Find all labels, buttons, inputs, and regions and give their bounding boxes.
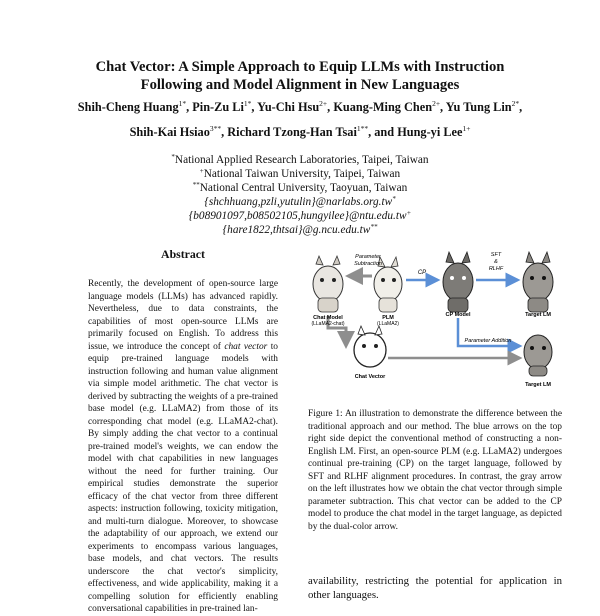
email-mark: + xyxy=(406,209,412,217)
target-lm-llama-icon-bottom xyxy=(524,335,552,376)
label-parameter-addition: Parameter Addition xyxy=(464,338,512,344)
label-chat-model-sub: (LLaMA2-chat) xyxy=(311,321,345,327)
label-target-lm-bottom: Target LM xyxy=(525,382,551,388)
affil-text: National Applied Research Laboratories, Taipei, Taiwan xyxy=(174,154,429,166)
author-mark: 1* xyxy=(243,99,252,108)
authors-line-1: Shih-Cheng Huang$^{1*}$, Pin-Zu $Li^{1*}$, Yu-Chi Hsu$^{2+}$, Kuang-Ming Chen$^{2+}$, Yu Tung Lin$^{2*}$, xyxy=(77,99,523,114)
label-sft: SFT xyxy=(490,252,502,258)
author: Hung-yi Lee xyxy=(397,125,463,139)
label-cp-model: CP Model xyxy=(445,312,471,318)
author: Shih-Cheng Huang xyxy=(77,100,179,114)
author: Shih-Kai Hsiao xyxy=(129,125,210,139)
email[interactable]: {shchhuang,pzli,yutulin}@narlabs.org.tw xyxy=(204,196,393,208)
email[interactable]: {b08901097,b08502105,hungyilee}@ntu.edu.tw xyxy=(188,210,407,222)
label-and: & xyxy=(494,259,498,265)
author: Pin-Zu Li xyxy=(192,100,244,114)
chat-model-llama-icon xyxy=(313,256,343,312)
label-target-lm-top: Target LM xyxy=(525,312,551,318)
chat-vector-icon xyxy=(354,326,386,367)
label-plm: PLM xyxy=(382,315,394,321)
author: Richard Tzong-Han Tsai xyxy=(227,125,357,139)
label-chat-model: Chat Model xyxy=(313,315,343,321)
title-line-2: Following and Model Alignment in New Languages xyxy=(140,77,460,93)
author-mark: 2+ xyxy=(319,99,328,108)
abstract-text-2: to equip pre-trained language models with instruction following and human value alignment via simple model arithmetic. The chat vector is derived by subtracting the weights of a pre-trained base model (e.g. LLaMA2) from those of its corresponding chat model (e.g. LLaMA2-chat). By simply adding the chat vector to a continual pre-trained model's weights, we can endow the model with chat capabilities in new languages without the need for further training. Our empirical studies demonstrate the superior efficacy of the chat vector from three different aspects: instruction following, toxicity mitigation, and multi-turn dialogue. Moreover, to showcase the adaptability of our approach, we extend our experiments to encompass various languages, base models, and chat vectors. The results underscore the chat vector's simplicity, effectiveness, and wide applicability, making it a compelling solution for efficiently enabling conversational capabilities in pre-trained lan- xyxy=(88,341,278,614)
email[interactable]: {hare1822,thtsai}@g.ncu.edu.tw xyxy=(222,224,371,236)
affil-text: National Taiwan University, Taipei, Taiwan xyxy=(203,168,401,180)
label-cp: CP xyxy=(417,270,427,276)
label-plm-sub: (LLaMA2) xyxy=(377,321,399,327)
author: Kuang-Ming Chen xyxy=(333,100,433,114)
authors-line-2: Shih-Kai Hsiao$^{3**}$, Richard Tzong-Han Tsai$^{1**}$, and Hung-yi Lee$^{1+}$ xyxy=(129,124,471,139)
abstract-body xyxy=(88,278,278,616)
author-mark: 1** xyxy=(356,124,369,133)
abstract-heading: Abstract xyxy=(161,247,205,261)
figure-caption: Figure 1: An illustration to demonstrate the difference between the traditional approach and our method. The blue arrows on the top right side depict the conventional method of constructing a non-English LM. First, an open-source PLM (e.g. LLaMA2) undergoes continual pre-training (CP) on the target language, followed by SFT and RLHF alignment procedures. In contrast, the gray arrow on the left illustrates how we obtain the chat vector through simple parameter subtraction. This chat vector can be added to the CP model to produce the chat model in the target language, as depicted by the dual-color arrow. xyxy=(308,409,562,532)
author-mark: 2+ xyxy=(432,99,441,108)
abstract-text-1: Recently, the development of open-source large language models (LLMs) has advanced rapidly. Nevertheless, due to data constraints, the capabilities of most open-source LLMs are primarily focused on English. To address this issue, we introduce the concept of xyxy=(88,279,278,352)
author-mark: 1* xyxy=(178,99,187,108)
right-column-text: availability, restricting the potential for application in other languages. xyxy=(308,575,562,601)
affil-mark: + xyxy=(199,167,204,175)
paper-title xyxy=(40,58,560,94)
author-mark: 2* xyxy=(511,99,520,108)
label-chat-vector: Chat Vector xyxy=(354,374,386,380)
author: Yu-Chi Hsu xyxy=(257,100,320,114)
email-line[interactable] xyxy=(60,220,540,238)
author-mark: 1+ xyxy=(462,124,471,133)
affil-mark: * xyxy=(171,153,175,161)
email-mark: ** xyxy=(370,223,378,231)
label-rlhf: RLHF xyxy=(488,266,504,272)
author-mark: 3** xyxy=(209,124,222,133)
target-lm-llama-icon xyxy=(523,252,553,312)
title-line-1: Chat Vector: A Simple Approach to Equip LLMs with Instruction xyxy=(95,59,505,75)
label-parameter: Parameter xyxy=(355,254,381,260)
author: Yu Tung Lin xyxy=(445,100,512,114)
email-mark: * xyxy=(392,195,396,203)
affil-mark: ** xyxy=(192,181,200,189)
affil-text: National Central University, Taoyuan, Taiwan xyxy=(199,182,408,194)
label-subtraction: Subtraction xyxy=(354,261,382,267)
figure-1-diagram xyxy=(306,246,564,396)
cp-model-llama-icon xyxy=(443,252,473,312)
abstract-emphasis: chat vector xyxy=(224,341,268,352)
